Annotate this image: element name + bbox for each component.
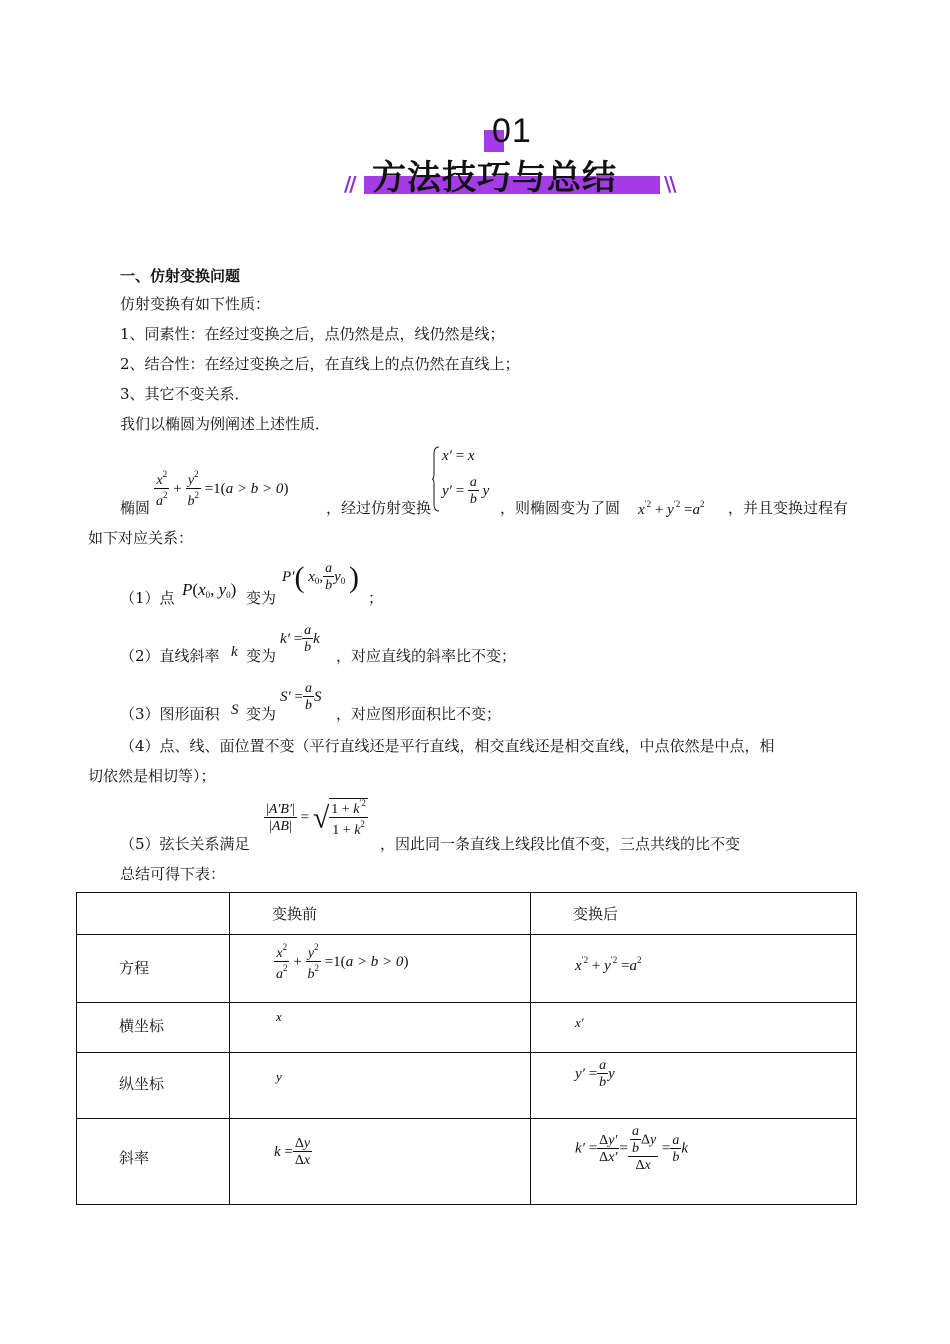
property-2: 2、结合性：在经过变换之后，在直线上的点仍然在直线上；: [120, 355, 520, 373]
item-3-post: ，对应图形面积比不变；: [336, 705, 502, 723]
item-5-post: ，因此同一条直线上线段比值不变，三点共线的比不变: [380, 835, 741, 853]
ordinate-before: y: [230, 1053, 531, 1119]
item-5-pre: （5）弦长关系满足: [120, 835, 250, 853]
item-2-mid: 变为: [246, 647, 277, 665]
header-empty: [77, 893, 230, 935]
header-before: 变换前: [230, 893, 531, 935]
ordinate-after: y′ = $\frac{a}{b}$ y: [531, 1053, 857, 1119]
item-2-formula: k′ = $\frac{a}{b}$ k: [280, 623, 320, 655]
item-1-pre: （1）点: [120, 589, 175, 607]
table-header-row: [77, 893, 857, 935]
example-intro: 我们以椭圆为例阐述上述性质．: [120, 415, 331, 433]
item-3-pre: （3）图形面积: [120, 705, 220, 723]
ellipse-text-2: ，经过仿射变换: [326, 499, 432, 517]
transform-y: y′ = $\frac{a}{b}$ y: [442, 475, 490, 507]
row-label-slope: 斜率: [77, 1119, 230, 1205]
item-3-formula: S′ = $\frac{a}{b}$ S: [280, 681, 322, 713]
table-row: [77, 935, 857, 1003]
equation-after: $x^{'2} + y^{'2} =a^2$: [531, 935, 857, 1003]
item-2-post: ，对应直线的斜率比不变；: [336, 647, 517, 665]
banner-title: 方法技巧与总结: [372, 158, 617, 198]
item-1-point: $P(x_0$, $y_0$): [182, 580, 237, 600]
property-1: 1、同素性：在经过变换之后，点仍然是点，线仍然是线；: [120, 325, 505, 343]
item-1-image: P′( $x_0$, $\frac{a}{b}$ $y_0$ ): [282, 560, 360, 594]
item-2-pre: （2）直线斜率: [120, 647, 220, 665]
item-5-formula: $\frac{|A'B'|}{|AB|}$ = √ $\frac{1 + k^{'2}}{1 + k^2}$: [266, 798, 366, 838]
ellipse-equation: $\frac{x^2}{a^2}$ + $\frac{y^2}{b^2}$ =1(a > b > 0): [156, 469, 289, 509]
banner-number: 01: [492, 112, 532, 150]
ellipse-text-1: 椭圆: [120, 499, 151, 517]
table-row: [77, 1003, 857, 1053]
ellipse-text-3: ，则椭圆变为了圆: [500, 499, 621, 517]
section-heading: 一、仿射变换问题: [120, 267, 241, 285]
ellipse-text-4: ，并且变换过程有: [728, 499, 849, 517]
table-row: [77, 1053, 857, 1119]
slope-after: k′ = $\frac{\Delta y'}{\Delta x'}$ = $\frac{a}{b}$ Δy Δx = $\frac{a}{b}$ k: [531, 1119, 857, 1205]
slope-before: k = $\frac{\Delta y}{\Delta x}$: [230, 1119, 531, 1205]
row-label-abscissa: 横坐标: [77, 1003, 230, 1053]
item-4-line-2: 切依然是相切等）；: [88, 767, 216, 785]
ellipse-text-5: 如下对应关系：: [88, 529, 194, 547]
summary-table: [76, 892, 857, 1205]
banner-slashes-right: \\: [664, 172, 675, 196]
item-1-mid: 变为: [246, 589, 277, 607]
item-4-line-1: （4）点、线、面位置不变（平行直线还是平行直线，相交直线还是相交直线，中点依然是中点，相: [120, 737, 775, 755]
transform-brace: [432, 446, 440, 512]
abscissa-before: x: [230, 1003, 531, 1053]
left-brace-icon: [432, 446, 440, 512]
header-after: 变换后: [531, 893, 857, 935]
row-label-equation: 方程: [77, 935, 230, 1003]
item-2-k: k: [231, 644, 238, 660]
item-1-post: ；: [368, 589, 384, 607]
circle-equation: $x^{'2} + y^{'2} =a^2$: [638, 499, 705, 518]
transform-x: x′ = x: [442, 448, 475, 464]
item-3-s: S: [231, 702, 239, 718]
summary-intro: 总结可得下表：: [120, 865, 226, 883]
table-row: [77, 1119, 857, 1205]
property-3: 3、其它不变关系．: [120, 385, 250, 403]
row-label-ordinate: 纵坐标: [77, 1053, 230, 1119]
abscissa-after: x′: [531, 1003, 857, 1053]
intro-text: 仿射变换有如下性质：: [120, 295, 271, 313]
banner-slashes-left: //: [344, 172, 355, 196]
item-3-mid: 变为: [246, 705, 277, 723]
equation-before: $\frac{x^2}{a^2}$ + $\frac{y^2}{b^2}$ =1(a > b > 0): [230, 935, 531, 1003]
